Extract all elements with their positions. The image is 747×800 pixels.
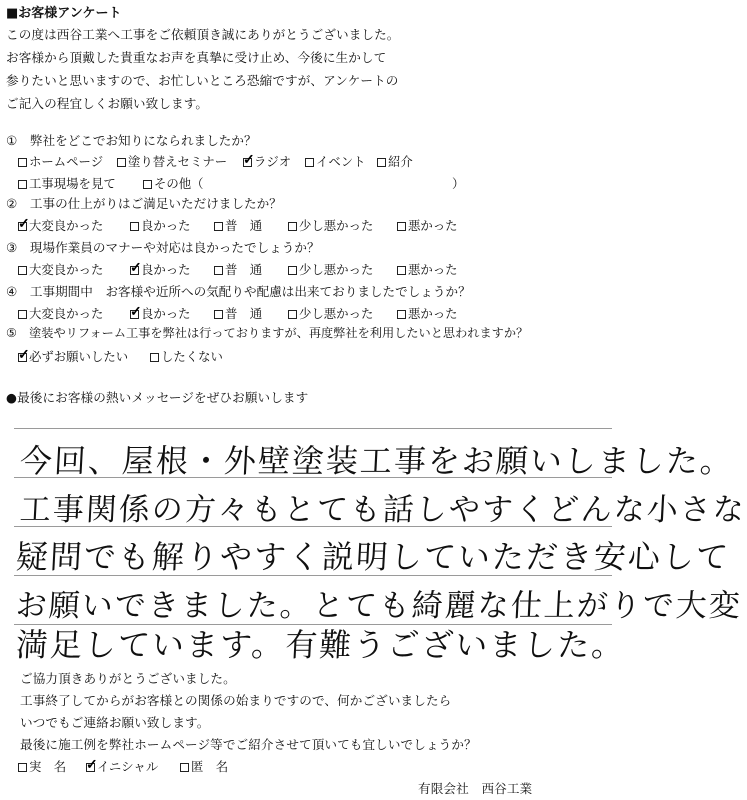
- q1-option-homepage[interactable]: [18, 152, 103, 170]
- checkbox-checked[interactable]: [243, 158, 252, 167]
- option-label: ラジオ: [254, 154, 292, 169]
- option-label: 少し悪かった: [299, 218, 374, 233]
- message-heading: ●最後にお客様の熱いメッセージをぜひお願いします: [6, 390, 309, 405]
- option-label: 匿 名: [191, 759, 229, 774]
- intro-line-4: ご記入の程宜しくお願い致します。: [6, 96, 209, 111]
- option-label: 良かった: [141, 218, 191, 233]
- q1-option-referral[interactable]: [377, 152, 413, 170]
- closing-line-2: 工事終了してからがお客様との関係の始まりですので、何かございましたら: [20, 693, 452, 708]
- checkbox[interactable]: [214, 310, 223, 319]
- checkbox-checked[interactable]: [130, 266, 139, 275]
- message-line-4: お願いできました。とても綺麗な仕上がりで大変: [14, 588, 743, 624]
- question-1: ① 弊社をどこでお知りになられましたか？: [6, 133, 257, 148]
- q3-option-average[interactable]: [214, 260, 262, 278]
- closing-line-3: いつでもご連絡お願い致します。: [20, 715, 210, 730]
- q3-option-slightly-bad[interactable]: [288, 260, 373, 278]
- closing-line-4: 最後に施工例を弊社ホームページ等でご紹介させて頂いても宜しいでしょうか？: [20, 737, 477, 752]
- q3-option-good[interactable]: [130, 260, 191, 278]
- option-label: 少し悪かった: [299, 262, 374, 277]
- checkbox[interactable]: [397, 222, 406, 231]
- option-label: イベント: [316, 154, 366, 169]
- option-label: その他（: [154, 176, 204, 191]
- q2-option-slightly-bad[interactable]: [288, 216, 373, 234]
- closing-line-1: ご協力頂きありがとうございました。: [20, 671, 236, 686]
- q5-option-definitely[interactable]: [18, 347, 128, 365]
- option-label: 工事現場を見て: [29, 176, 116, 191]
- question-2: ② 工事の仕上がりはご満足いただけましたか？: [6, 196, 282, 211]
- q1-option-other[interactable]: [143, 174, 204, 192]
- checkbox[interactable]: [18, 158, 27, 167]
- publish-option-real-name[interactable]: [18, 757, 66, 775]
- option-label: 必ずお願いしたい: [29, 349, 129, 364]
- checkbox[interactable]: [18, 266, 27, 275]
- option-label: 普 通: [225, 262, 263, 277]
- option-label: 大変良かった: [29, 262, 104, 277]
- option-label: したくない: [161, 349, 223, 364]
- company-name: 有限会社 西谷工業: [418, 781, 533, 796]
- q2-option-good[interactable]: [130, 216, 191, 234]
- checkbox[interactable]: [288, 222, 297, 231]
- checkbox[interactable]: [18, 180, 27, 189]
- q4-option-good[interactable]: [130, 304, 191, 322]
- checkbox-checked[interactable]: [130, 310, 139, 319]
- checkbox[interactable]: [150, 353, 159, 362]
- q1-other-close-paren: ）: [452, 176, 465, 191]
- checkbox[interactable]: [117, 158, 126, 167]
- q1-option-event[interactable]: [305, 152, 366, 170]
- q4-option-bad[interactable]: [397, 304, 458, 322]
- option-label: 大変良かった: [29, 306, 104, 321]
- q3-option-bad[interactable]: [397, 260, 458, 278]
- q1-option-seminar[interactable]: [117, 152, 227, 170]
- checkbox[interactable]: [130, 222, 139, 231]
- intro-line-1: この度は西谷工業へ工事をご依頼頂き誠にありがとうございました。: [6, 27, 400, 42]
- intro-line-2: お客様から頂戴した貴重なお声を真摯に受け止め、今後に生かして: [6, 50, 387, 65]
- checkbox[interactable]: [397, 266, 406, 275]
- message-line-3: 疑問でも解りやすく説明していただき安心して: [14, 538, 731, 576]
- checkbox-checked[interactable]: [18, 222, 27, 231]
- checkbox[interactable]: [180, 763, 189, 772]
- intro-line-3: 参りたいと思いますので、お忙しいところ恐縮ですが、アンケートの: [6, 73, 399, 88]
- question-4: ④ 工事期間中 お客様や近所への気配りや配慮は出来ておりましたでしょうか？: [6, 284, 471, 299]
- option-label: 普 通: [225, 218, 263, 233]
- publish-option-anonymous[interactable]: [180, 757, 228, 775]
- option-label: 悪かった: [408, 306, 458, 321]
- q2-option-very-good[interactable]: [18, 216, 103, 234]
- option-label: 少し悪かった: [299, 306, 374, 321]
- q5-option-no[interactable]: [150, 347, 223, 365]
- question-3: ③ 現場作業員のマナーや対応は良かったでしょうか？: [6, 240, 320, 255]
- q2-option-average[interactable]: [214, 216, 262, 234]
- checkbox-checked[interactable]: [18, 353, 27, 362]
- option-label: 普 通: [225, 306, 263, 321]
- survey-title: ■お客様アンケート: [6, 6, 122, 21]
- message-line-2: 工事関係の方々もとても話しやすくどんな小さな: [18, 492, 747, 528]
- q4-option-average[interactable]: [214, 304, 262, 322]
- checkbox[interactable]: [214, 222, 223, 231]
- checkbox[interactable]: [18, 310, 27, 319]
- option-label: 実 名: [29, 759, 67, 774]
- checkbox[interactable]: [288, 310, 297, 319]
- option-label: 良かった: [141, 306, 191, 321]
- ruled-line: [14, 428, 612, 429]
- checkbox[interactable]: [214, 266, 223, 275]
- option-label: 良かった: [141, 262, 191, 277]
- checkbox[interactable]: [377, 158, 386, 167]
- q4-option-very-good[interactable]: [18, 304, 103, 322]
- option-label: 悪かった: [408, 262, 458, 277]
- q4-option-slightly-bad[interactable]: [288, 304, 373, 322]
- checkbox[interactable]: [18, 763, 27, 772]
- message-line-5: 満足しています。有難うございました。: [14, 626, 627, 664]
- option-label: 紹介: [388, 154, 413, 169]
- question-5: ⑤ 塗装やリフォーム工事を弊社は行っておりますが、再度弊社を利用したいと思われますか？: [6, 326, 529, 340]
- checkbox[interactable]: [397, 310, 406, 319]
- checkbox-checked[interactable]: [86, 763, 95, 772]
- checkbox[interactable]: [143, 180, 152, 189]
- option-label: 塗り替えセミナー: [128, 154, 228, 169]
- publish-option-initials[interactable]: [86, 757, 158, 775]
- option-label: イニシャル: [97, 759, 159, 774]
- q3-option-very-good[interactable]: [18, 260, 103, 278]
- q1-option-radio[interactable]: [243, 152, 291, 170]
- q2-option-bad[interactable]: [397, 216, 458, 234]
- option-label: 大変良かった: [29, 218, 104, 233]
- option-label: ホームページ: [29, 154, 104, 169]
- checkbox[interactable]: [288, 266, 297, 275]
- option-label: 悪かった: [408, 218, 458, 233]
- message-line-1: 今回、屋根・外壁塗装工事をお願いしました。: [18, 442, 735, 480]
- q1-option-site[interactable]: [18, 174, 116, 192]
- checkbox[interactable]: [305, 158, 314, 167]
